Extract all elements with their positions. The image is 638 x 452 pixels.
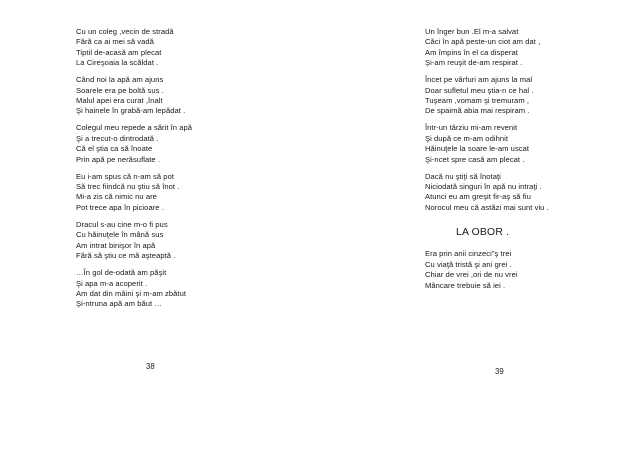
verse-line: Şi după ce m-am odihnit xyxy=(425,133,509,143)
verse-line: Am dat din mâini şi m-am zbătut xyxy=(76,288,187,298)
stanza xyxy=(76,172,276,214)
stanza xyxy=(76,75,276,117)
page-number: 38 xyxy=(146,362,155,371)
verse-line: Fără să ştiu ce mă aşteaptă . xyxy=(76,251,176,261)
page-number: 39 xyxy=(495,367,504,376)
stanza xyxy=(76,220,276,262)
verse-line: Un înger bun .El m-a salvat xyxy=(425,27,519,36)
verse-line: Şi-ntruna apă am băut … xyxy=(76,299,162,309)
verse-line: Am intrat binişor în apă xyxy=(76,240,156,250)
verse-line: Dracul s-au cine m-o fi pus xyxy=(76,219,168,229)
verse-line: Eu i-am spus că n-am să pot xyxy=(76,171,174,181)
verse-line: Cu hăinuţele în mână sus xyxy=(76,230,164,240)
verse-line: Cu viaţă tristă şi ani grei . xyxy=(425,259,512,269)
verse-line: Când noi la apă am ajuns xyxy=(76,75,164,85)
stanza xyxy=(76,123,276,165)
verse-line: Şi-am reuşit de-am respirat . xyxy=(425,58,523,68)
verse-line: Fără ca ai mei să vadă xyxy=(76,37,154,47)
verse-line: Căci în apă peste-un ciot am dat , xyxy=(425,37,541,47)
verse-line: Şi apa m-a acoperit . xyxy=(76,278,148,288)
stanza xyxy=(76,27,276,69)
verse-line: Am împins în el ca disperat xyxy=(425,47,518,57)
stanza xyxy=(425,172,625,214)
verse-line: Norocul meu că astăzi mai sunt viu . xyxy=(425,202,549,212)
verse-line: Atunci eu am greşit fir-aş să fiu xyxy=(425,192,531,202)
verse-line: De spaimă abia mai respiram . xyxy=(425,106,530,116)
verse-line: Chiar de vrei ,ori de nu vrei xyxy=(425,270,518,280)
verse-line: Soarele era pe boltă sus . xyxy=(76,85,164,95)
verse-line: Şi-ncet spre casă am plecat . xyxy=(425,154,525,164)
verse-line: La Cireşoaia la scăldat . xyxy=(76,58,159,68)
verse-line: Şi a trecut-o dintrodată . xyxy=(76,133,159,143)
verse-line: Dacă nu ştiţi să înotaţi xyxy=(425,171,501,181)
right-page xyxy=(319,0,638,452)
verse-line: Niciodată singuri în apă nu intraţi . xyxy=(425,182,542,192)
verse-line: Într-un târziu mi-am revenit xyxy=(425,123,518,133)
left-poem-column xyxy=(76,27,276,310)
stanza xyxy=(76,268,276,310)
verse-line: Hăinuţele la soare le-am uscat xyxy=(425,144,530,154)
verse-line: Doar sufletul meu ştia-n ce hal . xyxy=(425,85,534,95)
verse-line: Era prin anii cinzeci”ş trei xyxy=(425,249,512,259)
verse-line: Încet pe vârfuri am ajuns la mal xyxy=(425,75,533,85)
stanza xyxy=(425,75,625,117)
stanza xyxy=(425,27,625,69)
verse-line: …În gol de-odată am păşit xyxy=(76,268,167,278)
stanza xyxy=(425,249,625,291)
verse-line: Şi hainele în grabă-am lepădat . xyxy=(76,106,186,116)
right-poem-column xyxy=(425,27,625,291)
verse-line: Prin apă pe nerăsuflate . xyxy=(76,154,160,164)
stanza xyxy=(425,123,625,165)
verse-line: Colegul meu repede a sărit în apă xyxy=(76,123,193,133)
poem-title: LA OBOR . xyxy=(456,227,510,239)
verse-line: Că el ştia ca să înoate xyxy=(76,144,153,154)
verse-line: Malul apei era curat ,înalt xyxy=(76,96,163,106)
verse-line: Să trec fiindcă nu ştiu să înot . xyxy=(76,182,180,192)
verse-line: Pot trece apa în picioare . xyxy=(76,202,164,212)
verse-line: Tiptil de-acasă am plecat xyxy=(76,47,162,57)
verse-line: Mi-a zis că nimic nu are xyxy=(76,192,157,202)
verse-line: Tuşeam ,vomam şi tremuram , xyxy=(425,96,530,106)
verse-line: Cu un coleg ,vecin de stradă xyxy=(76,27,174,36)
verse-line: Mâncare trebuie să iei . xyxy=(425,280,506,290)
